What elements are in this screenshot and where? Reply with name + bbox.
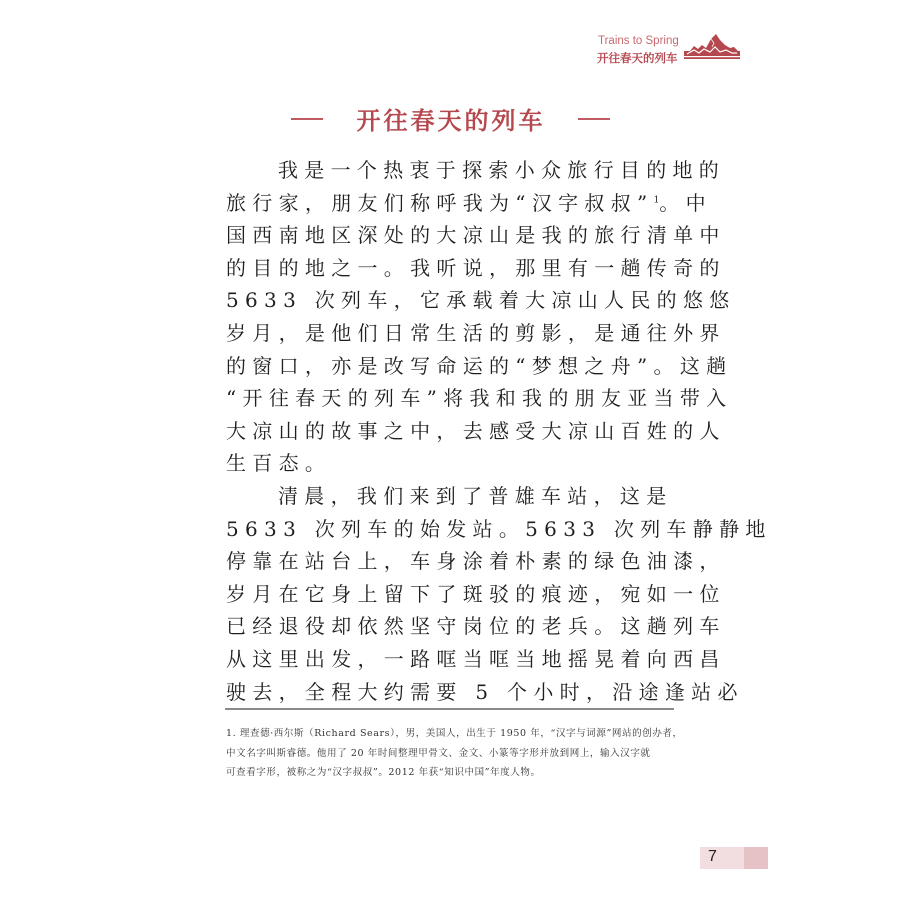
page-tab-dark [744, 847, 768, 869]
paragraph-1-line: 的目的地之一。我听说，那里有一趟传奇的 [226, 255, 726, 280]
paragraph-1-line: 生百态。 [226, 451, 332, 476]
paragraph-2-line: 从这里出发，一路哐当哐当地摇晃着向西昌 [226, 646, 726, 671]
running-header [592, 33, 742, 73]
running-header-english: Trains to Spring [598, 35, 679, 47]
footnote-line: 可查看字形，被称之为“汉字叔叔”。2012 年获“知识中国”年度人物。 [226, 767, 541, 778]
paragraph-2-line: 5633 次列车的始发站。5633 次列车静静地 [226, 516, 772, 541]
body-text [226, 154, 772, 708]
running-header-chinese: 开往春天的列车 [597, 51, 678, 65]
footnote-marker[interactable]: 1 [653, 194, 660, 205]
footnotes [226, 724, 686, 783]
footnote-line: 中文名字叫斯睿德。他用了 20 年时间整理甲骨文、金文、小篆等字形并放到网上，输入汉字就 [226, 747, 651, 759]
mountain-icon [684, 33, 740, 61]
paragraph-1-line: 5633 次列车，它承载着大凉山人民的悠悠 [226, 288, 736, 313]
line-text: 旅行家，朋友们称呼我为“汉字叔叔” [226, 190, 654, 215]
title-decoration-right [578, 118, 610, 120]
chapter-title-row [0, 100, 900, 136]
paragraph-1-line: 大凉山的故事之中，去感受大凉山百姓的人 [226, 418, 726, 443]
paragraph-2-line: 停靠在站台上，车身涂着朴素的绿色油漆， [226, 549, 726, 574]
paragraph-1-line: “开往春天的列车”将我和我的朋友亚当带入 [226, 386, 733, 411]
page-number: 7 [708, 848, 717, 865]
line-text-tail: 。中 [659, 190, 712, 215]
paragraph-1-line: 岁月，是他们日常生活的剪影，是通往外界 [226, 320, 726, 345]
paragraph-2-line: 已经退役却依然坚守岗位的老兵。这趟列车 [226, 614, 726, 639]
footnote-line: 1. 理查德·西尔斯（Richard Sears），男，美国人，出生于 1950 年，“汉字与词源”网站的创办者， [226, 728, 683, 739]
title-decoration-left [291, 118, 323, 120]
paragraph-1-line: 国西南地区深处的大凉山是我的旅行清单中 [226, 223, 726, 248]
footnote-separator [225, 708, 674, 710]
paragraph-2-line: 岁月在它身上留下了斑驳的痕迹，宛如一位 [226, 581, 726, 606]
page-number-tab [700, 847, 768, 869]
paragraph-2-line: 清晨，我们来到了普雄车站，这是 [278, 483, 673, 508]
page-tab-light [700, 847, 744, 869]
paragraph-1-line: 的窗口，亦是改写命运的“梦想之舟”。这趟 [226, 353, 733, 378]
paragraph-2-line: 驶去，全程大约需要 5 个小时，沿途逢站必 [226, 679, 744, 704]
paragraph-1-line: 我是一个热衷于探索小众旅行目的地的 [278, 158, 726, 182]
paragraph-1-line [226, 187, 712, 220]
chapter-title: 开往春天的列车 [356, 107, 546, 135]
